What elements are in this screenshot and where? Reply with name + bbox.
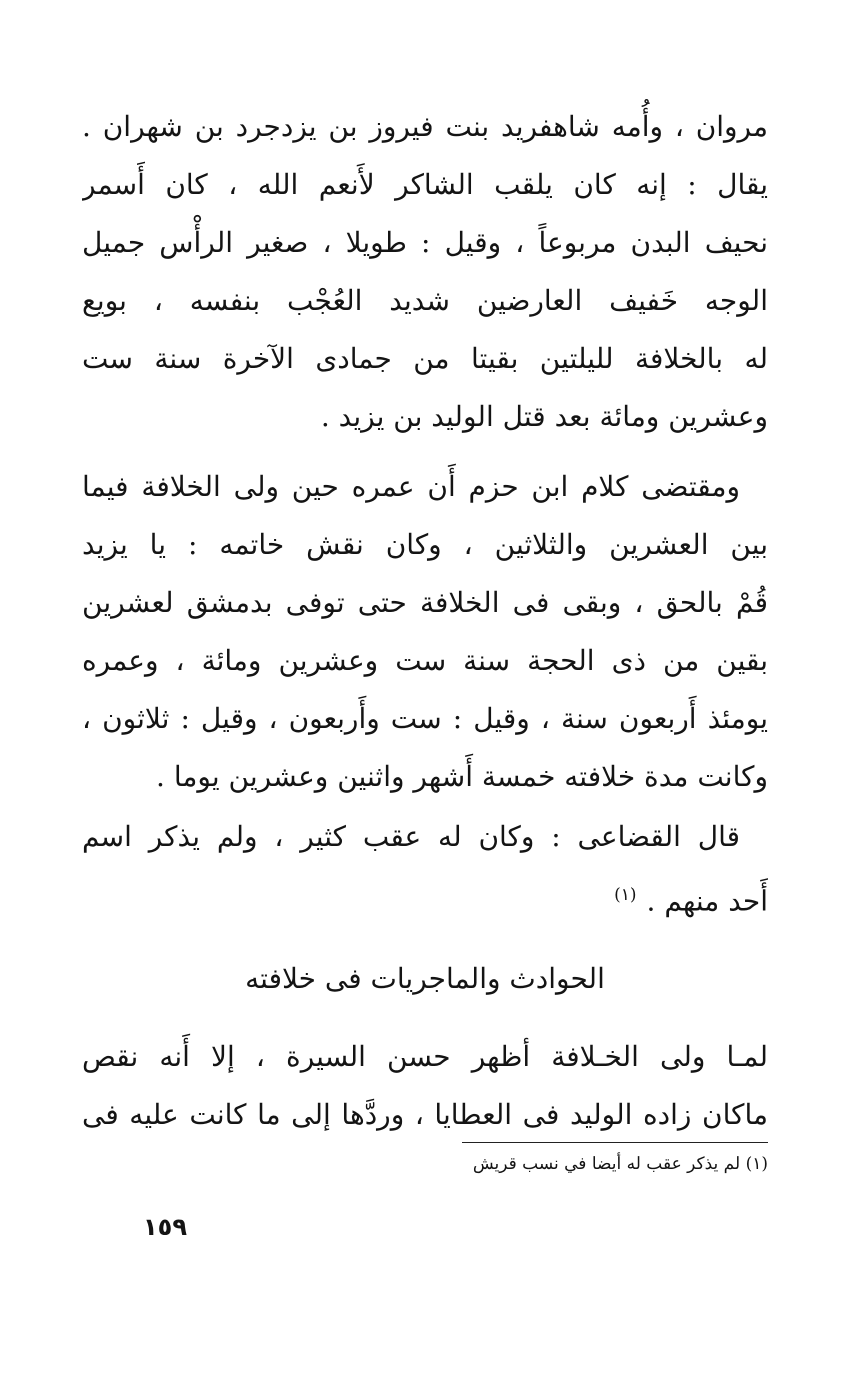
text-line: لمـا ولى الخـلافة أظهر حسن السيرة ، إلا أَنه نقص	[82, 1040, 768, 1073]
text-line: الوجه خَفيف العارضين شديد العُجْب بنفسه ، بويع	[82, 284, 768, 317]
text-line: قُمْ بالحق ، وبقى فى الخلافة حتى توفى بدمشق لعشرين	[82, 586, 768, 619]
section-heading: الحوادث والماجريات فى خلافته	[245, 962, 605, 995]
text-line: وعشرين ومائة بعد قتل الوليد بن يزيد .	[320, 400, 768, 433]
text-line: ماكان زاده الوليد فى العطايا ، وردَّها إلى ما كانت عليه فى	[82, 1098, 768, 1131]
text-line: وكانت مدة خلافته خمسة أَشهر واثنين وعشرين يوما .	[156, 760, 768, 793]
page-number: ١٥٩	[143, 1213, 187, 1241]
footnote	[300, 1150, 768, 1178]
text-line: قال القضاعى : وكان له عقب كثير ، ولم يذكر اسم	[82, 820, 740, 853]
text-line: له بالخلافة لليلتين بقيتا من جمادى الآخرة سنة ست	[82, 342, 768, 375]
text-line: بقين من ذى الحجة سنة ست وعشرين ومائة ، وعمره	[82, 644, 768, 677]
footnote-text: لم يذكر عقب له أيضا في نسب قريش	[472, 1154, 741, 1174]
text-line: بين العشرين والثلاثين ، وكان نقش خاتمه : يا يزيد	[82, 528, 768, 561]
text-line: نحيف البدن مربوعاً ، وقيل : طويلا ، صغير الرأْس جميل	[82, 226, 768, 259]
text-line: مروان ، وأُمه شاهفريد بنت فيروز بن يزدجرد بن شهران .	[82, 110, 768, 143]
text-line-content: أَحد منهم .	[646, 884, 768, 918]
footnote-marker: (١)	[745, 1154, 768, 1174]
text-line: يقال : إنه كان يلقب الشاكر لأَنعم الله ، كان أَسمر	[82, 168, 768, 201]
paragraph-4	[82, 1028, 768, 1144]
footnote-reference: (١)	[614, 885, 637, 905]
paragraph-3	[82, 808, 768, 924]
paragraph-2	[82, 458, 768, 806]
text-line: يومئذ أَربعون سنة ، وقيل : ست وأَربعون ، وقيل : ثلاثون ،	[82, 702, 768, 735]
paragraph-1	[82, 98, 768, 446]
text-line: ومقتضى كلام ابن حزم أَن عمره حين ولى الخلافة فيما	[82, 470, 740, 503]
text-line	[82, 866, 768, 924]
footnote-divider	[462, 1142, 768, 1143]
